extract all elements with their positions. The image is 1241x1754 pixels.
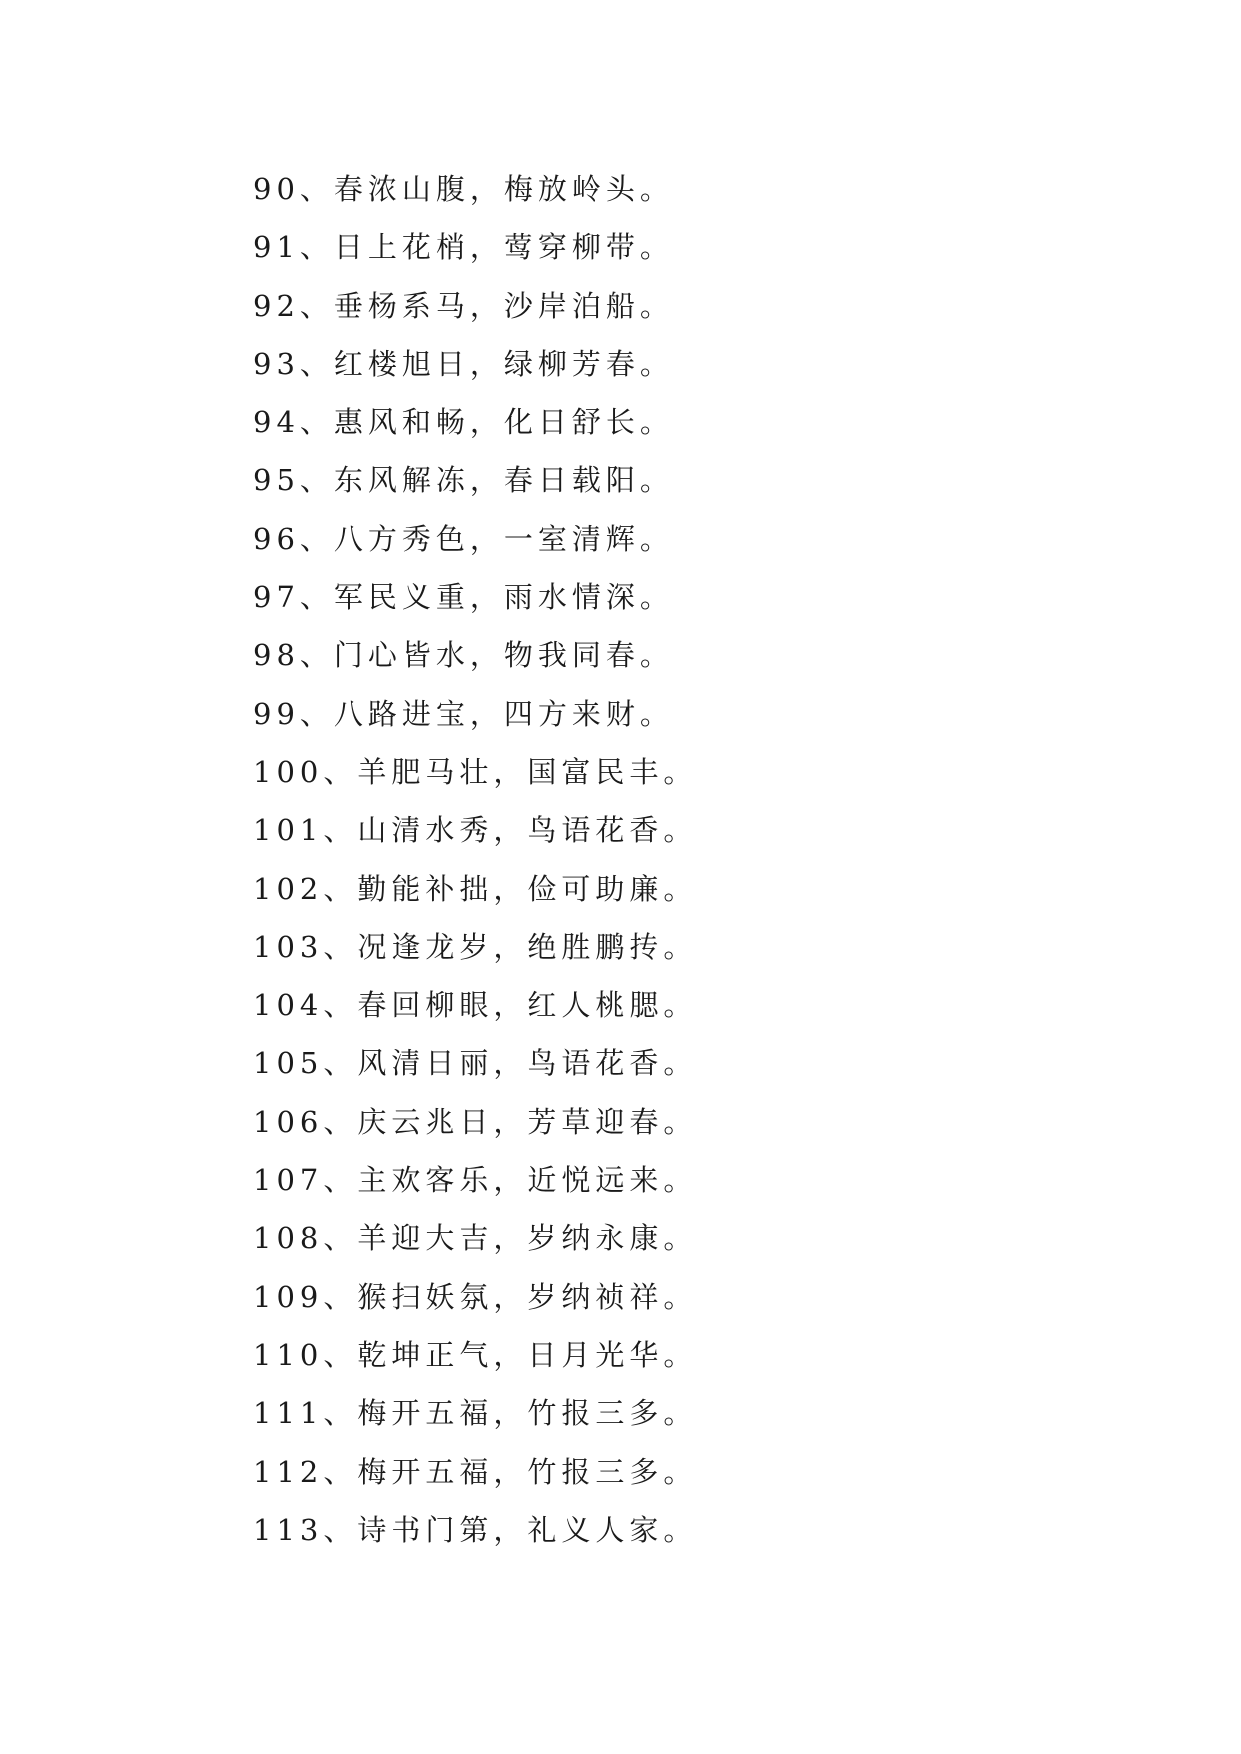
list-item: 110、乾坤正气，日月光华。 (253, 1337, 698, 1372)
list-item: 98、门心皆水，物我同春。 (253, 638, 674, 673)
list-item: 92、垂杨系马，沙岸泊船。 (253, 288, 674, 323)
list-item: 90、春浓山腹，梅放岭头。 (253, 172, 674, 206)
list-item: 99、八路进宝，四方来财。 (253, 696, 674, 731)
list-item: 106、庆云兆日，芳草迎春。 (253, 1104, 698, 1139)
list-item: 93、红楼旭日，绿柳芳春。 (253, 346, 674, 381)
list-item: 111、梅开五福，竹报三多。 (253, 1396, 698, 1431)
couplet-list (253, 160, 697, 1559)
list-item: 91、日上花梢，莺穿柳带。 (253, 230, 674, 265)
list-item: 101、山清水秀，鸟语花香。 (253, 813, 698, 848)
list-item: 100、羊肥马壮，国富民丰。 (253, 754, 698, 789)
list-item: 107、主欢客乐，近悦远来。 (253, 1163, 698, 1198)
list-item: 97、军民义重，雨水情深。 (253, 580, 674, 615)
list-item: 112、梅开五福，竹报三多。 (253, 1454, 698, 1489)
list-item: 96、八方秀色，一室清辉。 (253, 521, 674, 556)
list-item: 108、羊迎大吉，岁纳永康。 (253, 1221, 698, 1256)
list-item: 94、惠风和畅，化日舒长。 (253, 405, 674, 440)
list-item: 102、勤能补拙，俭可助廉。 (253, 871, 698, 906)
list-item: 95、东风解冻，春日载阳。 (253, 463, 674, 498)
list-item: 104、春回柳眼，红人桃腮。 (253, 988, 698, 1023)
list-item: 103、况逢龙岁，绝胜鹏抟。 (253, 929, 698, 964)
list-item: 109、猴扫妖氛，岁纳祯祥。 (253, 1279, 698, 1314)
list-item: 113、诗书门第，礼义人家。 (253, 1512, 698, 1547)
list-item: 105、风清日丽，鸟语花香。 (253, 1046, 698, 1081)
